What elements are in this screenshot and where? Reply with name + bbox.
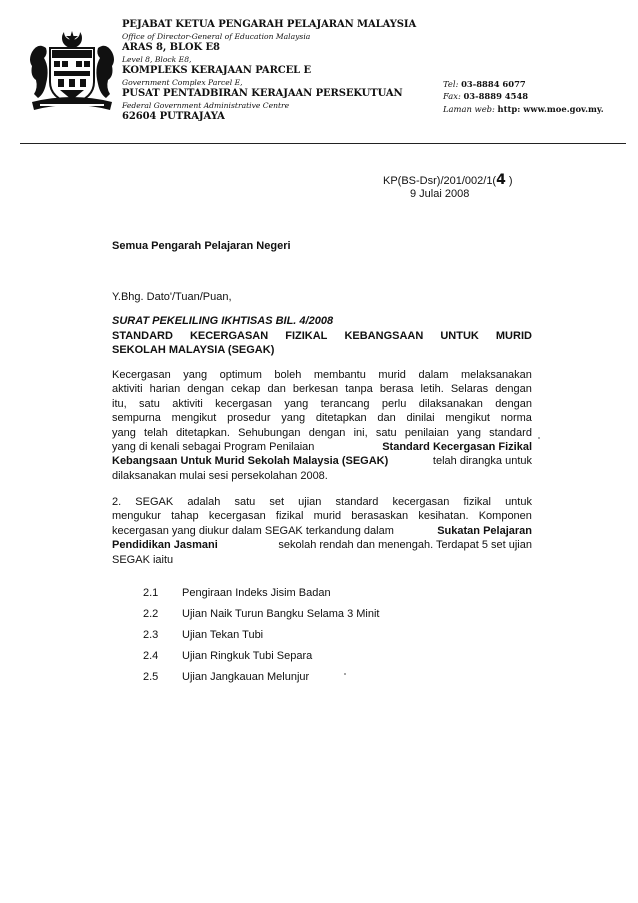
word: murid (313, 510, 342, 523)
para1-line (112, 426, 532, 440)
subject-line-1 (112, 329, 532, 343)
subject-word: UNTUK (440, 330, 479, 342)
word: adalah (187, 496, 221, 508)
para2-line (112, 553, 532, 567)
contact-tel (443, 80, 633, 88)
word: ujian (298, 496, 322, 508)
list-item-label: Pengiraan Indeks Jisim Badan (182, 587, 331, 599)
word: tanpa (345, 383, 373, 396)
word: penilaian (404, 426, 449, 439)
word: perlu (381, 397, 407, 410)
word: optimum (219, 369, 262, 381)
subject-word: MURID (495, 330, 532, 342)
contact-label: Fax: (443, 91, 461, 102)
list-item (143, 649, 379, 670)
list-item (143, 628, 379, 649)
para1-line (112, 469, 532, 483)
contact-web (443, 105, 633, 113)
word: dengan (187, 383, 224, 396)
word: melaksanakan (460, 369, 532, 381)
word: dengan (495, 397, 532, 410)
reference-close: ) (508, 175, 513, 187)
contact-value: 03-8889 4548 (463, 91, 529, 102)
word: dan (267, 383, 286, 396)
word: sempurna (112, 412, 161, 425)
test-list (143, 586, 379, 691)
word: berasa (379, 383, 414, 396)
word: satu (375, 426, 397, 439)
contact-fax (443, 92, 633, 100)
subject-word: STANDARD (112, 330, 173, 342)
word: dan (377, 412, 396, 425)
letterhead-line: ARAS 8, BLOK E8 (122, 42, 220, 53)
letterhead-address (122, 20, 422, 125)
contact-value: http: www.moe.gov.my. (497, 103, 604, 114)
word: boleh (274, 369, 302, 381)
paragraph-2 (112, 495, 532, 567)
word: mengukur (112, 510, 161, 523)
word: SEGAK (135, 496, 174, 508)
para2-line (112, 509, 532, 523)
letterhead-line: Level 8, Block E8, (122, 55, 192, 64)
word: Kecergasan (112, 369, 171, 381)
para2-line (112, 538, 532, 552)
para2-line (112, 495, 532, 509)
word: telah (144, 426, 168, 439)
list-item-number: 2.3 (143, 629, 159, 641)
word: Selaras (450, 383, 489, 396)
word: murid (378, 369, 406, 381)
letter-date: 9 Julai 2008 (410, 188, 470, 200)
letterhead-line: 62604 PUTRAJAYA (122, 111, 225, 122)
letterhead-line: Office of Director-General of Education Malaysia (122, 32, 311, 41)
word: yang (112, 426, 136, 439)
list-item (143, 586, 379, 607)
word: terancang (320, 397, 370, 410)
word: aktiviti (112, 383, 143, 396)
word: berasaskan (351, 510, 409, 523)
word: satu (234, 496, 256, 508)
contact-label: Laman web: (443, 103, 495, 114)
reference-handwritten-number: 4 (496, 172, 506, 188)
word: fizikal (275, 510, 304, 523)
letterhead-line: PEJABAT KETUA PENGARAH PELAJARAN MALAYSIA (122, 19, 417, 30)
subject (112, 329, 532, 357)
word: Komponen (478, 510, 532, 523)
subject-line-2: SEKOLAH MALAYSIA (SEGAK) (112, 344, 275, 356)
contact-label: Tel: (443, 79, 459, 89)
para1-line (112, 382, 532, 396)
word: yang (457, 426, 481, 439)
list-item-label: Ujian Tekan Tubi (182, 629, 264, 641)
letterhead-line: PUSAT PENTADBIRAN KERAJAAN PERSEKUTUAN (122, 88, 403, 99)
list-item-label: Ujian Ringkuk Tubi Separa (182, 650, 313, 662)
para2-line-text: SEGAK iaitu (112, 553, 174, 566)
word: untuk (505, 496, 532, 508)
letterhead-line: Federal Government Administrative Centre (122, 101, 290, 110)
para1-line (112, 440, 532, 454)
word: kesihatan. (418, 510, 469, 523)
recipient: Semua Pengarah Pelajaran Negeri (112, 240, 291, 252)
word: mengikut (171, 412, 217, 425)
list-item-label: Ujian Jangkauan Melunjur (182, 671, 310, 683)
list-item-number: 2.1 (143, 587, 159, 599)
para1-line-text: yang di kenali sebagai Program Penilaian (112, 441, 315, 454)
scan-speck (344, 673, 346, 675)
word: mengikut (445, 412, 490, 425)
para2-line-text: sekolah rendah dan menengah. Terdapat 5 set ujian (278, 539, 532, 552)
para1-line-text: telah dirangka untuk (432, 455, 532, 468)
word: ini, (353, 426, 368, 439)
word: satu (139, 397, 160, 410)
para1-line (112, 368, 532, 382)
letterhead-line: KOMPLEKS KERAJAAN PARCEL E (122, 65, 312, 76)
word: set (269, 496, 285, 508)
letterhead-contacts (443, 80, 633, 117)
word: itu, (112, 397, 127, 410)
word: aktiviti (172, 397, 203, 410)
list-item-number: 2.2 (143, 608, 159, 620)
word: cekap (231, 383, 261, 396)
word: dengan (495, 383, 532, 396)
word: yang (281, 412, 306, 425)
list-item (143, 607, 379, 628)
word: Sehubungan (238, 426, 301, 439)
reference-number (383, 172, 513, 188)
para2-line-text: kecergasan yang diukur dalam SEGAK terkandung dalam (112, 524, 394, 537)
word: kecergasan (392, 496, 450, 508)
word: dalam (418, 369, 449, 381)
word: berkesan (292, 383, 339, 396)
word: kecergasan (208, 510, 266, 523)
para1-line-text: dilaksanakan mulai sesi persekolahan 2008. (112, 469, 328, 482)
contact-value: 03-8884 6077 (461, 79, 526, 89)
word: letih. (420, 383, 444, 396)
word: membantu (313, 369, 366, 381)
list-item-number: 2.4 (143, 650, 159, 662)
word: yang (183, 369, 208, 381)
word: standard (335, 496, 379, 508)
para2-line (112, 524, 532, 538)
paragraph-1 (112, 368, 532, 483)
word: dinilai (406, 412, 435, 425)
circular-title: SURAT PEKELILING IKHTISAS BIL. 4/2008 (112, 315, 334, 327)
word: kecergasan (215, 397, 272, 410)
word: 2. (112, 496, 122, 508)
word: ditetapkan. (176, 426, 230, 439)
list-item-number: 2.5 (143, 671, 159, 683)
word: dengan (308, 426, 346, 439)
word: prosedur (227, 412, 271, 425)
subject-word: FIZIKAL (285, 330, 328, 342)
list-item-label: Ujian Naik Turun Bangku Selama 3 Minit (182, 608, 380, 620)
word: dilaksanakan (418, 397, 483, 410)
reference-text: KP(BS-Dsr)/201/002/1( (383, 175, 497, 187)
para2-bold-text: Pendidikan Jasmani (112, 539, 218, 552)
salutation: Y.Bhg. Dato'/Tuan/Puan, (112, 291, 232, 303)
word: harian (149, 383, 181, 396)
word: norma (500, 412, 532, 425)
word: tahap (171, 510, 199, 523)
malaysia-coat-of-arms-icon (26, 28, 118, 120)
para1-bold-text: Standard Kecergasan Fizikal (382, 441, 532, 454)
letterhead-divider (20, 143, 626, 144)
para1-bold-text: Kebangsaan Untuk Murid Sekolah Malaysia (SEGAK) (112, 455, 389, 468)
word: fizikal (463, 496, 491, 508)
word: yang (284, 397, 309, 410)
para1-line (112, 454, 532, 468)
letterhead-line: Government Complex Parcel E, (122, 78, 243, 87)
subject-word: KECERGASAN (189, 330, 269, 342)
word: standard (489, 426, 532, 439)
para1-line (112, 397, 532, 411)
subject-word: KEBANGSAAN (344, 330, 424, 342)
word: ditetapkan (315, 412, 367, 425)
para1-line (112, 411, 532, 425)
scan-speck (538, 437, 540, 439)
para2-bold-text: Sukatan Pelajaran (437, 524, 532, 537)
